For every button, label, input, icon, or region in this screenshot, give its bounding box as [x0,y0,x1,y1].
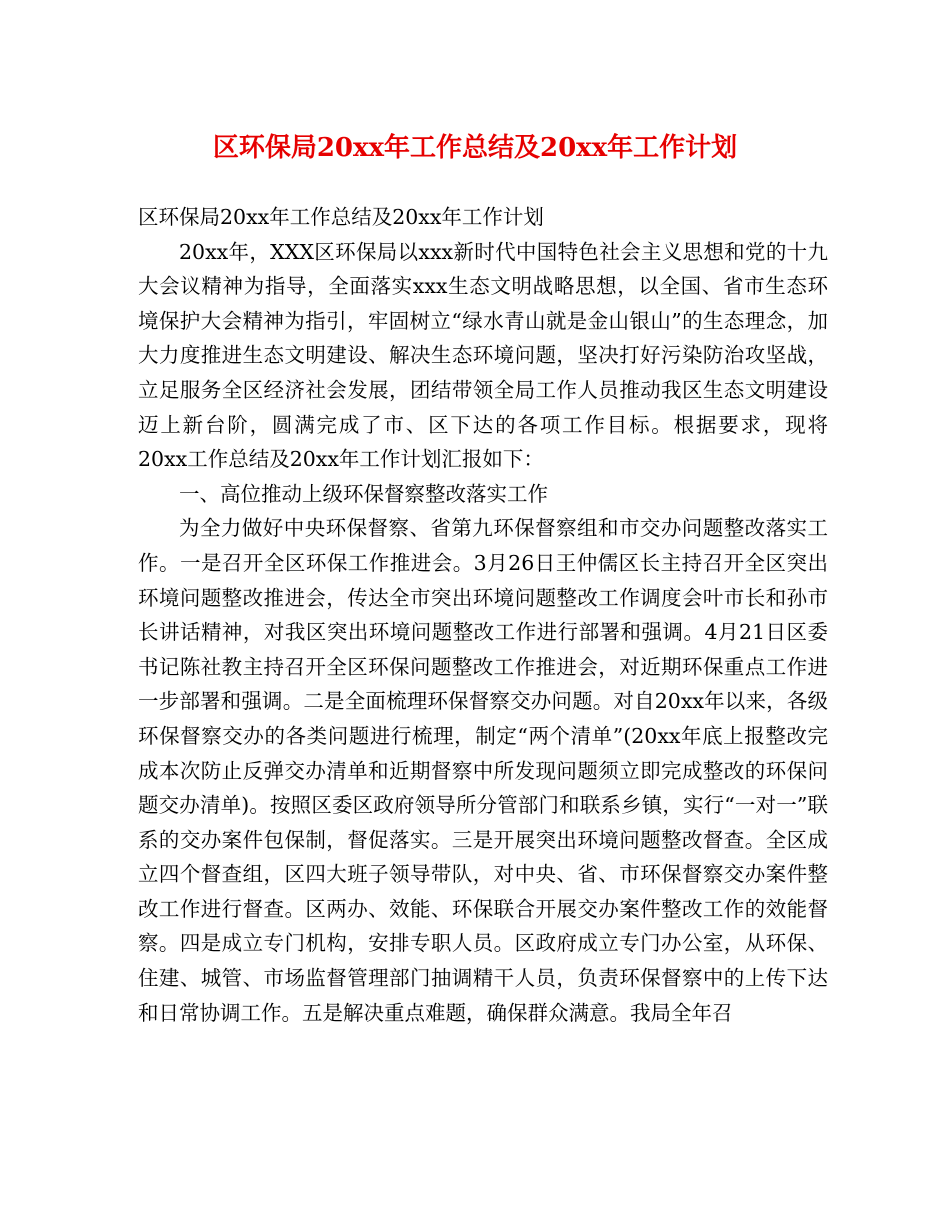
section-heading-1: 一、高位推动上级环保督察整改落实工作 [179,481,548,506]
intro-paragraph: 20xx年，XXX区环保局以xxx新时代中国特色社会主义思想和党的十九大会议精神为指导，全面落实xxx生态文明战略思想，以全国、省市生态环境保护大会精神为指引，牢固树立“绿水青山就是金山银山”的生态理念，加大力度推进生态文明建设、解决生态环境问题，坚决打好污染防治攻坚战，立足服务全区经济社会发展，团结带领全局工作人员推动我区生态文明建设迈上新台阶，圆满完成了市、区下达的各项工作目标。根据要求，现将 20xx工作总结及20xx年工作计划汇报如下： [138,239,828,472]
document-body [138,200,828,1030]
document-title: 区环保局20xx年工作总结及20xx年工作计划 [212,133,738,163]
body-heading-line: 区环保局20xx年工作总结及20xx年工作计划 [138,205,544,229]
section-1-paragraph: 为全力做好中央环保督察、省第九环保督察组和市交办问题整改落实工作。一是召开全区环保工作推进会。3月26日王仲儒区长主持召开全区突出环境问题整改推进会，传达全市突出环境问题整改工作调度会叶市长和孙市长讲话精神，对我区突出环境问题整改工作进行部署和强调。4月21日区委书记陈社教主持召开全区环保问题整改工作推进会，对近期环保重点工作进一步部署和强调。二是全面梳理环保督察交办问题。对自20xx年以来，各级环保督察交办的各类问题进行梳理，制定“两个清单”(20xx年底上报整改完成本次防止反弹交办清单和近期督察中所发现问题须立即完成整改的环保问题交办清单)。按照区委区政府领导所分管部门和联系乡镇，实行“一对一”联系的交办案件包保制，督促落实。三是开展突出环境问题整改督查。全区成立四个督查组，区四大班子领导带队，对中央、省、市环保督察交办案件整改工作进行督查。区两办、效能、环保联合开展交办案件整改工作的效能督察。四是成立专门机构，安排专职人员。区政府成立专门办公室，从环保、住建、城管、市场监督管理部门抽调精干人员，负责环保督察中的上传下达和日常协调工作。五是解决重点难题，确保群众满意。我局全年召 [138,516,828,1025]
